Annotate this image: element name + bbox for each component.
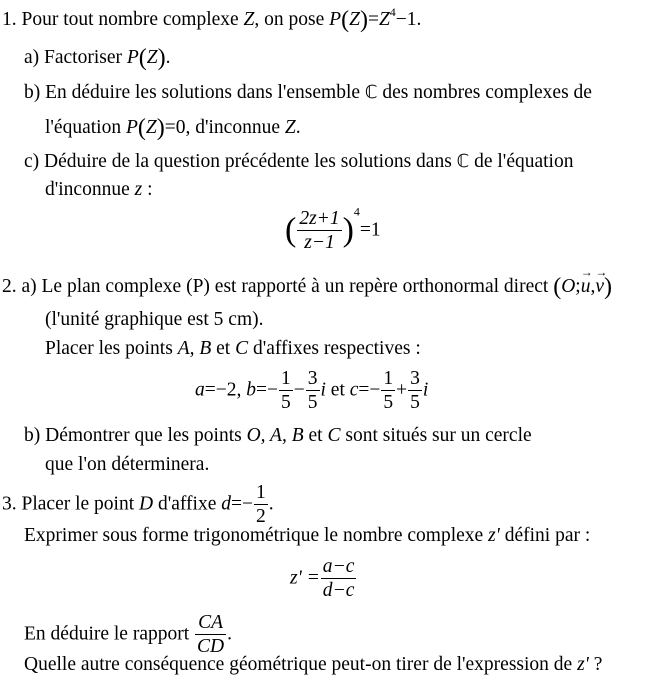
affix-b: b [246, 379, 256, 401]
colon: : [147, 179, 153, 200]
poly-P: P [126, 47, 139, 68]
fraction-a-c-over-d-c: $\frac{a-c}{d-c}$ [322, 556, 355, 602]
ex2-b-text-end: sont situés sur un cercle [345, 425, 532, 446]
equals-minus: =− [256, 379, 278, 401]
minus-one: −1. [395, 9, 422, 30]
ex1-b-text: b) En déduire les solutions dans l'ensemble [24, 82, 361, 103]
equals-minus: =− [358, 379, 381, 401]
plus: + [396, 379, 408, 401]
ex3-line3 [24, 612, 232, 658]
ex3-place-text: 3. Placer le point [2, 493, 135, 515]
ex1-b-line1 [24, 83, 592, 103]
ex2-a-line3 [45, 339, 421, 359]
var-z: z [134, 179, 143, 200]
ex3-zprime-equation [290, 556, 357, 602]
period: . [227, 623, 232, 645]
ex3-line1 [2, 482, 274, 528]
var-Z: Z [349, 9, 360, 30]
var-Z: Z [243, 9, 255, 30]
word-et: et [308, 425, 323, 446]
ex1-c-line2 [45, 180, 153, 200]
ex2-a-text: 2. a) Le plan complexe (P) est rapporté à un repère orthonormal direct [2, 276, 549, 297]
fraction-CA-over-CD: $\frac{CA}{CD}$ [197, 612, 225, 658]
ex3-line4 [24, 655, 602, 675]
ex1-a-text: a) Factoriser [24, 47, 122, 68]
ex1-a-line: a) Factoriser P(Z). [24, 45, 171, 71]
complex-set-symbol: ℂ [456, 151, 470, 172]
poly-P: P [125, 117, 138, 138]
fraction-2z1-over-z1: $\frac{2z+1}{z-1}$ [299, 208, 340, 254]
fraction-1-5: $\frac{1}{5}$ [383, 368, 394, 414]
imag-unit: i [320, 379, 326, 401]
var-z-prime: z' [488, 525, 500, 546]
vector-u: → u [581, 277, 591, 297]
ex2-affixes [195, 368, 428, 414]
points-A-B: A, B [177, 338, 212, 359]
var-z-prime: z' [577, 654, 589, 675]
ex1-number: 1. [2, 9, 17, 30]
ex1-intro-text: Pour tout nombre complexe [21, 9, 239, 30]
equals-minus: =− [231, 493, 253, 515]
affix-a-value: =−2, [204, 379, 242, 401]
ex2-b-determine-text: que l'on déterminera. [45, 454, 210, 475]
equals-one: =1 [359, 219, 381, 241]
points-O-A-B: O, A, B [246, 425, 304, 446]
ex1-b-equation-label: l'équation [45, 117, 122, 138]
ex2-a-affixes-text: d'affixes respectives : [252, 338, 421, 359]
fraction-3-5: $\frac{3}{5}$ [410, 368, 420, 414]
vector-v: → v [595, 277, 604, 297]
complex-set-symbol: ℂ [364, 82, 378, 103]
fraction-1-2: $\frac{1}{2}$ [256, 482, 266, 528]
ex2-a-place-text: Placer les points [45, 338, 173, 359]
ex1-intro-line: 1. Pour tout nombre complexe Z, on pose $P(Z)=Z^4-1$. [2, 5, 422, 33]
var-Z: Z [146, 47, 158, 68]
ex2-a-unit-text: (l'unité graphique est 5 cm). [45, 309, 264, 330]
ex3-affix-label: d'affixe [157, 493, 217, 515]
ex1-on-pose: , on pose [254, 9, 325, 30]
var-Z: Z [284, 117, 296, 138]
imag-unit: i [422, 379, 429, 401]
word-et: et [216, 338, 231, 359]
point-D: D [139, 493, 154, 515]
ex3-defined-text: défini par : [504, 525, 591, 546]
exponent-4: 4 [389, 5, 396, 19]
question-mark: ? [593, 654, 603, 675]
ex2-a-line2 [45, 310, 264, 330]
affix-a: a [195, 379, 205, 401]
ex3-question-text: Quelle autre conséquence géométrique peut-on tirer de l'expression de [24, 654, 573, 675]
ex2-b-line2 [45, 455, 209, 475]
ex1-b-unknown-label: d'inconnue [195, 117, 280, 138]
exponent-4: 4 [353, 204, 360, 219]
ex2-b-line1 [24, 426, 532, 446]
ex3-trig-text: Exprimer sous forme trigonométrique le nombre complexe [24, 525, 484, 546]
var-Z: Z [145, 117, 157, 138]
ex1-b-line2: l'équation P(Z)=0, d'inconnue Z. [45, 115, 301, 141]
point-C: C [235, 338, 249, 359]
affix-d: d [221, 493, 231, 515]
period: . [165, 47, 171, 68]
poly-P: P [329, 9, 342, 30]
ex3-ratio-text: En déduire le rapport [24, 623, 190, 645]
fraction-3-5: $\frac{3}{5}$ [307, 368, 318, 414]
z-prime-equals: z' = [290, 567, 320, 589]
origin-O: O [561, 276, 576, 297]
equals-zero: =0, [164, 117, 191, 138]
ex1-c-equation: ( $\frac{2z+1}{z-1}$ )$^4$=1 [285, 204, 381, 254]
ex1-c-text-end: de l'équation [474, 151, 574, 172]
minus: − [293, 379, 305, 401]
point-C: C [327, 425, 341, 446]
affix-c: c [349, 379, 359, 401]
ex1-b-text-end: des nombres complexes de [382, 82, 592, 103]
ex1-c-line1 [24, 152, 573, 172]
fraction-1-5: $\frac{1}{5}$ [281, 368, 291, 414]
period: . [295, 117, 301, 138]
period: . [268, 493, 274, 515]
ex1-c-unknown-label: d'inconnue [45, 179, 130, 200]
ex3-line2 [24, 526, 590, 546]
var-Z: Z [378, 9, 390, 30]
word-et: et [330, 379, 345, 401]
ex2-a-line1: 2. a) Le plan complexe (P) est rapporté à un repère orthonormal direct (O;→ u,→ v) [2, 275, 612, 299]
ex1-c-text: c) Déduire de la question précédente les solutions dans [24, 151, 452, 172]
ex2-b-text: b) Démontrer que les points [24, 425, 242, 446]
